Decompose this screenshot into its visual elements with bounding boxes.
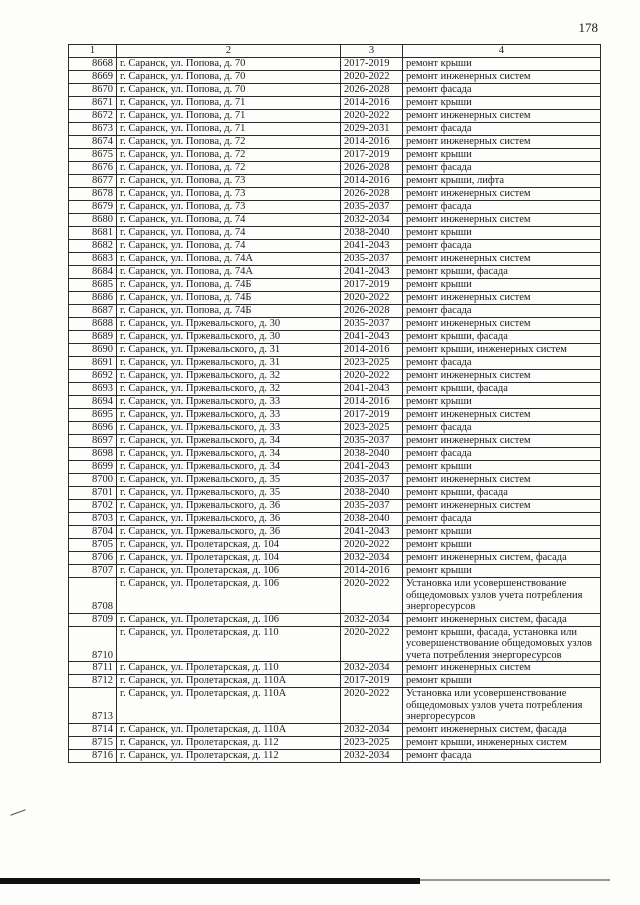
cell-address: г. Саранск, ул. Попова, д. 74Б: [117, 279, 341, 292]
table-row: [69, 240, 601, 253]
cell-number: 8670: [69, 84, 117, 97]
table-row: [69, 71, 601, 84]
cell-address: г. Саранск, ул. Попова, д. 74: [117, 240, 341, 253]
table-row: [69, 331, 601, 344]
cell-address: г. Саранск, ул. Попова, д. 74Б: [117, 305, 341, 318]
cell-work: ремонт крыши: [403, 526, 601, 539]
cell-address: г. Саранск, ул. Попова, д. 71: [117, 97, 341, 110]
cell-period: 2026-2028: [341, 188, 403, 201]
cell-work: ремонт инженерных систем: [403, 370, 601, 383]
cell-address: г. Саранск, ул. Пржевальского, д. 36: [117, 500, 341, 513]
cell-work: ремонт крыши, фасада, установка или усовершенствование общедомовых узлов учета потребления энергоресурсов: [403, 626, 601, 662]
cell-work: ремонт фасада: [403, 357, 601, 370]
column-header-address: 2: [117, 45, 341, 58]
cell-period: 2014-2016: [341, 136, 403, 149]
cell-period: 2020-2022: [341, 370, 403, 383]
table-row: [69, 266, 601, 279]
cell-work: ремонт фасада: [403, 162, 601, 175]
cell-address: г. Саранск, ул. Попова, д. 74: [117, 214, 341, 227]
cell-period: 2035-2037: [341, 500, 403, 513]
cell-period: 2017-2019: [341, 58, 403, 71]
cell-period: 2017-2019: [341, 279, 403, 292]
cell-work: ремонт инженерных систем: [403, 318, 601, 331]
cell-period: 2032-2034: [341, 552, 403, 565]
cell-address: г. Саранск, ул. Пролетарская, д. 106: [117, 613, 341, 626]
cell-address: г. Саранск, ул. Пролетарская, д. 104: [117, 552, 341, 565]
cell-address: г. Саранск, ул. Попова, д. 70: [117, 71, 341, 84]
table-row: [69, 526, 601, 539]
cell-work: ремонт инженерных систем, фасада: [403, 613, 601, 626]
cell-number: 8690: [69, 344, 117, 357]
cell-period: 2026-2028: [341, 84, 403, 97]
cell-work: ремонт инженерных систем: [403, 136, 601, 149]
cell-address: г. Саранск, ул. Попова, д. 73: [117, 201, 341, 214]
scan-edge-bar: [0, 878, 420, 884]
table-row: [69, 626, 601, 662]
scan-edge-line: [420, 879, 610, 881]
table-row: [69, 539, 601, 552]
cell-work: ремонт инженерных систем: [403, 409, 601, 422]
table-row: [69, 422, 601, 435]
cell-period: 2035-2037: [341, 318, 403, 331]
cell-number: 8668: [69, 58, 117, 71]
cell-work: ремонт фасада: [403, 513, 601, 526]
table-row: [69, 318, 601, 331]
table-row: [69, 448, 601, 461]
cell-period: 2017-2019: [341, 675, 403, 688]
cell-period: 2017-2019: [341, 149, 403, 162]
cell-address: г. Саранск, ул. Пролетарская, д. 110А: [117, 688, 341, 724]
cell-number: 8700: [69, 474, 117, 487]
cell-work: ремонт крыши: [403, 58, 601, 71]
cell-address: г. Саранск, ул. Пржевальского, д. 33: [117, 396, 341, 409]
cell-work: ремонт фасада: [403, 240, 601, 253]
cell-work: ремонт инженерных систем: [403, 435, 601, 448]
cell-period: 2020-2022: [341, 539, 403, 552]
table-row: [69, 214, 601, 227]
cell-number: 8669: [69, 71, 117, 84]
table-row: [69, 357, 601, 370]
cell-work: ремонт крыши: [403, 675, 601, 688]
cell-period: 2014-2016: [341, 97, 403, 110]
cell-number: 8704: [69, 526, 117, 539]
cell-number: 8706: [69, 552, 117, 565]
cell-number: 8716: [69, 749, 117, 762]
cell-period: 2041-2043: [341, 331, 403, 344]
table-row: [69, 201, 601, 214]
cell-number: 8708: [69, 578, 117, 614]
cell-address: г. Саранск, ул. Пржевальского, д. 31: [117, 357, 341, 370]
cell-period: 2026-2028: [341, 162, 403, 175]
table-row: [69, 97, 601, 110]
table-row: [69, 613, 601, 626]
cell-period: 2026-2028: [341, 305, 403, 318]
cell-work: ремонт крыши, лифта: [403, 175, 601, 188]
cell-work: ремонт инженерных систем: [403, 500, 601, 513]
cell-work: ремонт крыши: [403, 227, 601, 240]
table-row: [69, 723, 601, 736]
cell-number: 8685: [69, 279, 117, 292]
cell-work: ремонт инженерных систем, фасада: [403, 552, 601, 565]
cell-period: 2041-2043: [341, 383, 403, 396]
cell-number: 8696: [69, 422, 117, 435]
table-row: [69, 513, 601, 526]
cell-number: 8712: [69, 675, 117, 688]
cell-address: г. Саранск, ул. Пролетарская, д. 106: [117, 578, 341, 614]
cell-number: 8703: [69, 513, 117, 526]
table-row: [69, 292, 601, 305]
page-number: 178: [578, 20, 598, 35]
cell-number: 8679: [69, 201, 117, 214]
cell-number: 8691: [69, 357, 117, 370]
cell-work: ремонт инженерных систем: [403, 214, 601, 227]
cell-address: г. Саранск, ул. Попова, д. 74А: [117, 253, 341, 266]
cell-work: ремонт фасада: [403, 201, 601, 214]
table-row: [69, 110, 601, 123]
cell-address: г. Саранск, ул. Пржевальского, д. 36: [117, 513, 341, 526]
cell-address: г. Саранск, ул. Пржевальского, д. 30: [117, 331, 341, 344]
cell-address: г. Саранск, ул. Попова, д. 72: [117, 162, 341, 175]
cell-address: г. Саранск, ул. Пролетарская, д. 110: [117, 626, 341, 662]
cell-period: 2020-2022: [341, 688, 403, 724]
cell-period: 2035-2037: [341, 253, 403, 266]
cell-address: г. Саранск, ул. Попова, д. 70: [117, 84, 341, 97]
cell-period: 2038-2040: [341, 448, 403, 461]
table-row: [69, 500, 601, 513]
cell-period: 2041-2043: [341, 266, 403, 279]
cell-work: ремонт инженерных систем: [403, 662, 601, 675]
cell-address: г. Саранск, ул. Пролетарская, д. 110А: [117, 675, 341, 688]
cell-number: 8680: [69, 214, 117, 227]
cell-period: 2014-2016: [341, 175, 403, 188]
table-row: [69, 675, 601, 688]
table-row: [69, 253, 601, 266]
cell-number: 8686: [69, 292, 117, 305]
cell-work: ремонт инженерных систем: [403, 253, 601, 266]
cell-period: 2035-2037: [341, 435, 403, 448]
cell-number: 8689: [69, 331, 117, 344]
cell-number: 8693: [69, 383, 117, 396]
cell-number: 8698: [69, 448, 117, 461]
cell-work: Установка или усовершенствование общедомовых узлов учета потребления энергоресурсов: [403, 688, 601, 724]
cell-work: ремонт крыши: [403, 461, 601, 474]
header-row: [69, 45, 601, 58]
cell-address: г. Саранск, ул. Пролетарская, д. 112: [117, 736, 341, 749]
cell-work: ремонт крыши: [403, 565, 601, 578]
cell-period: 2035-2037: [341, 474, 403, 487]
cell-number: 8671: [69, 97, 117, 110]
cell-number: 8687: [69, 305, 117, 318]
cell-address: г. Саранск, ул. Пролетарская, д. 110А: [117, 723, 341, 736]
cell-number: 8674: [69, 136, 117, 149]
cell-period: 2038-2040: [341, 513, 403, 526]
cell-work: Установка или усовершенствование общедомовых узлов учета потребления энергоресурсов: [403, 578, 601, 614]
cell-number: 8677: [69, 175, 117, 188]
table-row: [69, 565, 601, 578]
cell-address: г. Саранск, ул. Попова, д. 73: [117, 175, 341, 188]
table-row: [69, 383, 601, 396]
cell-address: г. Саранск, ул. Попова, д. 71: [117, 110, 341, 123]
cell-number: 8701: [69, 487, 117, 500]
table-row: [69, 435, 601, 448]
cell-period: 2041-2043: [341, 461, 403, 474]
cell-period: 2014-2016: [341, 344, 403, 357]
cell-number: 8705: [69, 539, 117, 552]
cell-number: 8709: [69, 613, 117, 626]
cell-period: 2041-2043: [341, 526, 403, 539]
cell-period: 2023-2025: [341, 736, 403, 749]
cell-number: 8695: [69, 409, 117, 422]
cell-number: 8676: [69, 162, 117, 175]
cell-period: 2041-2043: [341, 240, 403, 253]
cell-number: 8694: [69, 396, 117, 409]
table-row: [69, 487, 601, 500]
table-row: [69, 736, 601, 749]
cell-work: ремонт крыши, фасада: [403, 383, 601, 396]
cell-number: 8702: [69, 500, 117, 513]
cell-address: г. Саранск, ул. Пржевальского, д. 34: [117, 435, 341, 448]
cell-address: г. Саранск, ул. Попова, д. 74: [117, 227, 341, 240]
cell-number: 8711: [69, 662, 117, 675]
cell-period: 2032-2034: [341, 214, 403, 227]
cell-period: 2020-2022: [341, 71, 403, 84]
cell-address: г. Саранск, ул. Попова, д. 73: [117, 188, 341, 201]
table-row: [69, 84, 601, 97]
cell-work: ремонт фасада: [403, 84, 601, 97]
cell-address: г. Саранск, ул. Пролетарская, д. 112: [117, 749, 341, 762]
cell-work: ремонт крыши, фасада: [403, 266, 601, 279]
table-row: [69, 578, 601, 614]
cell-address: г. Саранск, ул. Попова, д. 72: [117, 136, 341, 149]
table-body: [69, 58, 601, 763]
cell-period: 2020-2022: [341, 626, 403, 662]
cell-period: 2020-2022: [341, 110, 403, 123]
cell-work: ремонт крыши: [403, 539, 601, 552]
column-header-number: 1: [69, 45, 117, 58]
cell-work: ремонт крыши, фасада: [403, 487, 601, 500]
cell-number: 8678: [69, 188, 117, 201]
cell-number: 8710: [69, 626, 117, 662]
cell-number: 8714: [69, 723, 117, 736]
table-row: [69, 305, 601, 318]
cell-work: ремонт крыши, инженерных систем: [403, 736, 601, 749]
cell-address: г. Саранск, ул. Пржевальского, д. 31: [117, 344, 341, 357]
cell-address: г. Саранск, ул. Пролетарская, д. 110: [117, 662, 341, 675]
scan-artifact: [10, 809, 25, 815]
cell-period: 2029-2031: [341, 123, 403, 136]
cell-number: 8684: [69, 266, 117, 279]
table-row: [69, 344, 601, 357]
cell-number: 8692: [69, 370, 117, 383]
table-row: [69, 123, 601, 136]
table-row: [69, 188, 601, 201]
cell-number: 8699: [69, 461, 117, 474]
cell-work: ремонт инженерных систем: [403, 71, 601, 84]
table-row: [69, 370, 601, 383]
cell-work: ремонт инженерных систем: [403, 188, 601, 201]
cell-work: ремонт крыши, фасада: [403, 331, 601, 344]
cell-number: 8673: [69, 123, 117, 136]
cell-address: г. Саранск, ул. Пржевальского, д. 35: [117, 487, 341, 500]
cell-address: г. Саранск, ул. Попова, д. 72: [117, 149, 341, 162]
table-row: [69, 662, 601, 675]
cell-period: 2023-2025: [341, 357, 403, 370]
cell-work: ремонт крыши, инженерных систем: [403, 344, 601, 357]
table-row: [69, 136, 601, 149]
cell-address: г. Саранск, ул. Пржевальского, д. 34: [117, 448, 341, 461]
cell-address: г. Саранск, ул. Попова, д. 70: [117, 58, 341, 71]
cell-period: 2032-2034: [341, 749, 403, 762]
cell-address: г. Саранск, ул. Попова, д. 74Б: [117, 292, 341, 305]
column-header-period: 3: [341, 45, 403, 58]
cell-number: 8715: [69, 736, 117, 749]
table-row: [69, 474, 601, 487]
cell-work: ремонт крыши: [403, 97, 601, 110]
cell-address: г. Саранск, ул. Пржевальского, д. 33: [117, 409, 341, 422]
cell-address: г. Саранск, ул. Пржевальского, д. 32: [117, 383, 341, 396]
cell-address: г. Саранск, ул. Пржевальского, д. 30: [117, 318, 341, 331]
cell-number: 8707: [69, 565, 117, 578]
cell-address: г. Саранск, ул. Пржевальского, д. 34: [117, 461, 341, 474]
cell-period: 2032-2034: [341, 662, 403, 675]
cell-period: 2014-2016: [341, 396, 403, 409]
table-row: [69, 461, 601, 474]
cell-period: 2014-2016: [341, 565, 403, 578]
cell-work: ремонт фасада: [403, 448, 601, 461]
table-row: [69, 149, 601, 162]
column-header-work: 4: [403, 45, 601, 58]
cell-number: 8681: [69, 227, 117, 240]
cell-work: ремонт крыши: [403, 149, 601, 162]
cell-work: ремонт фасада: [403, 422, 601, 435]
cell-work: ремонт инженерных систем, фасада: [403, 723, 601, 736]
cell-work: ремонт фасада: [403, 123, 601, 136]
table-row: [69, 162, 601, 175]
cell-number: 8713: [69, 688, 117, 724]
cell-work: ремонт инженерных систем: [403, 474, 601, 487]
cell-number: 8675: [69, 149, 117, 162]
cell-number: 8672: [69, 110, 117, 123]
cell-address: г. Саранск, ул. Попова, д. 74А: [117, 266, 341, 279]
cell-work: ремонт крыши: [403, 396, 601, 409]
cell-address: г. Саранск, ул. Попова, д. 71: [117, 123, 341, 136]
cell-address: г. Саранск, ул. Пролетарская, д. 104: [117, 539, 341, 552]
cell-work: ремонт фасада: [403, 305, 601, 318]
cell-number: 8682: [69, 240, 117, 253]
cell-work: ремонт крыши: [403, 279, 601, 292]
table-row: [69, 58, 601, 71]
cell-address: г. Саранск, ул. Пржевальского, д. 35: [117, 474, 341, 487]
cell-period: 2020-2022: [341, 578, 403, 614]
cell-address: г. Саранск, ул. Пржевальского, д. 33: [117, 422, 341, 435]
cell-period: 2023-2025: [341, 422, 403, 435]
table-row: [69, 175, 601, 188]
cell-period: 2032-2034: [341, 723, 403, 736]
cell-work: ремонт фасада: [403, 749, 601, 762]
table-row: [69, 688, 601, 724]
cell-period: 2035-2037: [341, 201, 403, 214]
cell-number: 8688: [69, 318, 117, 331]
table-row: [69, 409, 601, 422]
cell-number: 8683: [69, 253, 117, 266]
table-row: [69, 279, 601, 292]
cell-work: ремонт инженерных систем: [403, 110, 601, 123]
table-row: [69, 749, 601, 762]
cell-period: 2038-2040: [341, 487, 403, 500]
cell-number: 8697: [69, 435, 117, 448]
cell-period: 2032-2034: [341, 613, 403, 626]
table-row: [69, 552, 601, 565]
cell-address: г. Саранск, ул. Пржевальского, д. 36: [117, 526, 341, 539]
cell-period: 2038-2040: [341, 227, 403, 240]
table-row: [69, 227, 601, 240]
cell-period: 2020-2022: [341, 292, 403, 305]
cell-work: ремонт инженерных систем: [403, 292, 601, 305]
cell-period: 2017-2019: [341, 409, 403, 422]
table-row: [69, 396, 601, 409]
repair-schedule-table: [68, 44, 601, 763]
cell-address: г. Саранск, ул. Пролетарская, д. 106: [117, 565, 341, 578]
cell-address: г. Саранск, ул. Пржевальского, д. 32: [117, 370, 341, 383]
